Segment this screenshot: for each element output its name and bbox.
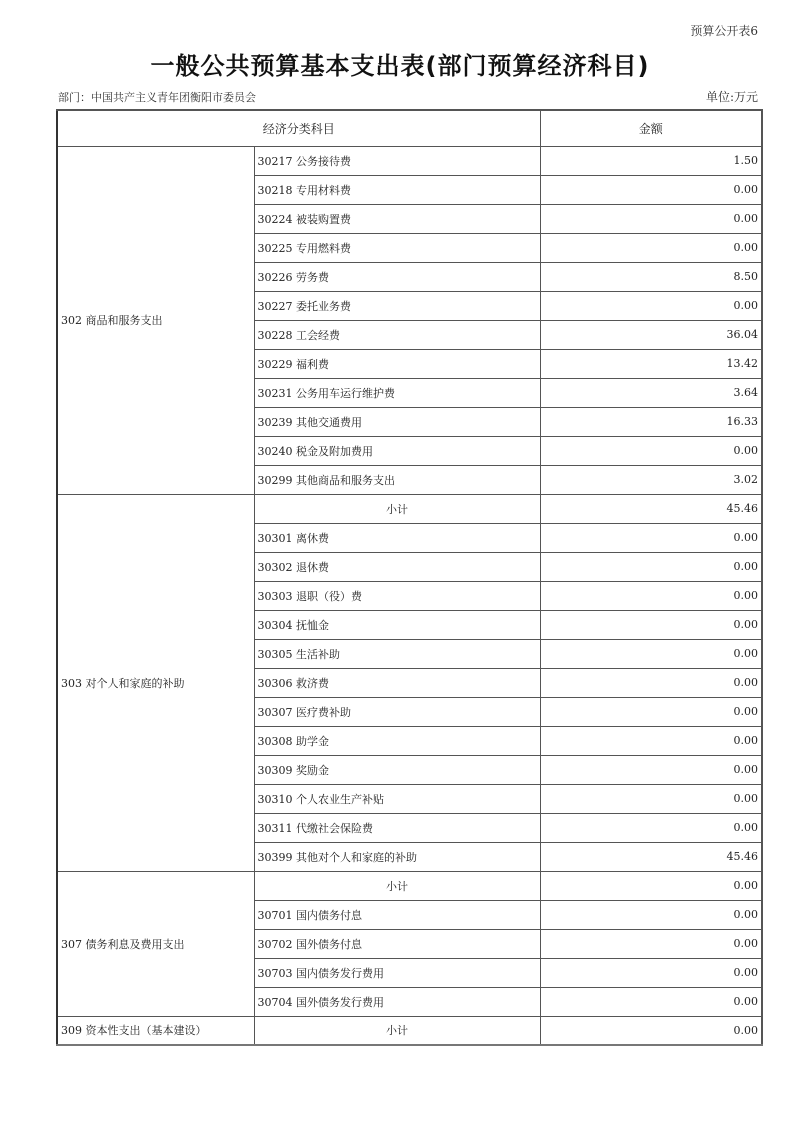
item-amount: 13.42 [540,349,762,378]
header-amount: 金额 [540,110,762,146]
item-amount: 0.00 [540,175,762,204]
item-label: 30308 助学金 [254,726,540,755]
item-label: 30229 福利费 [254,349,540,378]
item-amount: 3.64 [540,378,762,407]
table-row [57,1016,762,1045]
item-amount: 0.00 [540,900,762,929]
category-cell: 309 资本性支出（基本建设） [57,1016,254,1045]
item-label: 30703 国内债务发行费用 [254,958,540,987]
item-amount: 16.33 [540,407,762,436]
item-label: 30299 其他商品和服务支出 [254,465,540,494]
item-label: 30307 医疗费补助 [254,697,540,726]
item-amount: 0.00 [540,813,762,842]
item-amount: 0.00 [540,639,762,668]
category-cell: 303 对个人和家庭的补助 [57,494,254,871]
item-label: 30309 奖励金 [254,755,540,784]
item-label: 30217 公务接待费 [254,146,540,175]
header-economic-category: 经济分类科目 [57,110,540,146]
subtotal-amount: 0.00 [540,871,762,900]
item-label: 30302 退休费 [254,552,540,581]
item-amount: 0.00 [540,610,762,639]
item-amount: 0.00 [540,755,762,784]
unit-label: 单位:万元 [705,90,758,104]
item-amount: 0.00 [540,726,762,755]
item-label: 30239 其他交通费用 [254,407,540,436]
table-header-row [57,110,762,146]
item-label: 30305 生活补助 [254,639,540,668]
item-label: 30701 国内债务付息 [254,900,540,929]
table-number-label: 预算公开表6 [690,24,758,38]
item-amount: 8.50 [540,262,762,291]
item-label: 30225 专用燃料费 [254,233,540,262]
item-label: 30226 劳务费 [254,262,540,291]
subtotal-label: 小计 [254,494,540,523]
item-amount: 0.00 [540,204,762,233]
item-amount: 0.00 [540,958,762,987]
item-amount: 0.00 [540,697,762,726]
table-row [57,146,762,175]
item-label: 30304 抚恤金 [254,610,540,639]
item-amount: 0.00 [540,784,762,813]
item-amount: 0.00 [540,291,762,320]
category-cell: 302 商品和服务支出 [57,146,254,494]
item-label: 30231 公务用车运行维护费 [254,378,540,407]
item-label: 30227 委托业务费 [254,291,540,320]
item-amount: 0.00 [540,552,762,581]
item-label: 30704 国外债务发行费用 [254,987,540,1016]
table-body [57,146,762,1045]
item-amount: 1.50 [540,146,762,175]
page-title: 一般公共预算基本支出表(部门预算经济科目) [150,52,650,80]
item-label: 30702 国外债务付息 [254,929,540,958]
item-amount: 45.46 [540,842,762,871]
category-cell: 307 债务利息及费用支出 [57,871,254,1016]
table-row [57,494,762,523]
item-amount: 0.00 [540,233,762,262]
item-label: 30228 工会经费 [254,320,540,349]
department-label: 部门：中国共产主义青年团衡阳市委员会 [58,91,256,104]
item-amount: 0.00 [540,929,762,958]
item-amount: 0.00 [540,436,762,465]
item-label: 30303 退职（役）费 [254,581,540,610]
subtotal-label: 小计 [254,871,540,900]
item-amount: 0.00 [540,987,762,1016]
item-label: 30224 被装购置费 [254,204,540,233]
item-amount: 0.00 [540,523,762,552]
item-amount: 0.00 [540,581,762,610]
item-label: 30306 救济费 [254,668,540,697]
item-label: 30310 个人农业生产补贴 [254,784,540,813]
table-row [57,871,762,900]
budget-table [56,109,763,1046]
item-label: 30301 离休费 [254,523,540,552]
subtotal-amount: 0.00 [540,1016,762,1045]
item-amount: 0.00 [540,668,762,697]
subtotal-amount: 45.46 [540,494,762,523]
item-label: 30311 代缴社会保险费 [254,813,540,842]
subtotal-label: 小计 [254,1016,540,1045]
item-amount: 3.02 [540,465,762,494]
item-label: 30218 专用材料费 [254,175,540,204]
item-amount: 36.04 [540,320,762,349]
item-label: 30240 税金及附加费用 [254,436,540,465]
item-label: 30399 其他对个人和家庭的补助 [254,842,540,871]
